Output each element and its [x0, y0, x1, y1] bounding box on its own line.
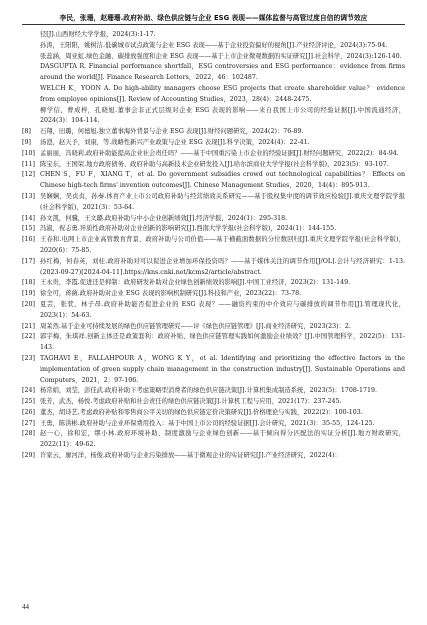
reference-text: 王春和.电网上市企业高管教育背景、政府补助与公司价值——基于横截面数据的分位数回归[J].重庆文理学院学报(社会科学版)，2020(6)：75-85. — [40, 236, 405, 254]
reference-item — [22, 235, 405, 257]
reference-number: [24] — [22, 387, 35, 395]
reference-item — [22, 354, 405, 386]
reference-number — [22, 84, 40, 106]
reference-text: 张蕊涵，周亚虹.绿色金融、碳排放强度和企业 ESG 表现——基于上市企业微观数据的实证研究[J].社会科学，2024(3):126-140. — [40, 52, 402, 60]
reference-item — [22, 106, 405, 128]
reference-item — [22, 278, 405, 289]
reference-item — [22, 170, 405, 192]
reference-text: 赵一心，徐和宏，缪小林.政府环境补助、制度激励与企业绿色创新——基于倾向得分匹配法的实证分析[J].地方财政研究，2022(11)：49-62. — [40, 430, 405, 449]
reference-text: 吴娴娴，吴贞贞，孙秦.体育产业上市公司政府补助与经营绩效关系研究——基于股权集中度的调节效应检验[J].重庆文理学院学报(社会科学版)，2021(3)：53-64. — [40, 192, 405, 211]
reference-item — [22, 41, 405, 52]
reference-number: [18] — [22, 279, 35, 287]
reference-text: 董杰，胡诗艺.考虑政府补贴和零售商公平关切的绿色供应链定价决策研究[J].价格理论与实践，2022(2)：100-103. — [40, 408, 363, 416]
reference-number — [22, 41, 40, 52]
reference-number — [22, 52, 40, 63]
reference-text: 王永贵，李霞.促进还是抑制：政府研发补助对企业绿色创新绩效的影响[J].中国工业经济，2023(2)：131-149. — [40, 279, 351, 287]
page-number: 44 — [22, 603, 29, 611]
reference-item — [22, 62, 405, 84]
reference-number: [8] — [22, 128, 31, 136]
reference-text: 孟丽丽，冯晓莉.政府补助能提高企业社会责任吗？——基于中国重污染上市企业的经验证据[J].财经问题研究，2022(2)：84-94. — [40, 149, 399, 157]
reference-item — [22, 300, 405, 322]
reference-text: 冯淑，祝志勇.异质性政府补助对企业创新的影响研究[J].西南大学学报(社会科学版)，2024(1)：144-155. — [40, 225, 337, 233]
reference-number: [11] — [22, 160, 35, 168]
reference-number: [14] — [22, 214, 35, 222]
reference-number: [13] — [22, 192, 35, 200]
reference-item — [22, 386, 405, 397]
reference-list — [22, 30, 405, 462]
reference-item — [22, 397, 405, 408]
reference-item — [22, 160, 405, 171]
reference-item — [22, 429, 405, 451]
reference-item — [22, 127, 405, 138]
reference-number: [25] — [22, 398, 35, 406]
reference-number: [16] — [22, 236, 35, 244]
reference-text: 许家云，廖河洋，杨俊.政府补助与企业污染排放——基于微观企业的实证研究[J].产业经济研究，2022(4)： — [40, 452, 341, 460]
reference-number: [12] — [22, 171, 35, 179]
reference-item — [22, 138, 405, 149]
reference-text: 杨常娟，刘莹，彭佳武.政府补助下考虑策略型消费者的绿色供应链决策[J].计算机集成制造系统，2023(5)：1708-1719. — [40, 387, 378, 395]
reference-text: 孙涛，王阳阳，姚树洁.低碳城市试点政策与企业 ESG 表现——基于企业投资偏好的视角[J].产业经济评论，2024(3):75-94. — [40, 41, 388, 49]
header-rule — [22, 24, 405, 25]
reference-text: WELCH K，YOON A. Do high-ability managers choose ESG projects that create shareholder value？ evidence from employee opinions[J]. Review of Accounting Studies，2023，28(4)：2448-2475. — [40, 84, 405, 103]
reference-number: [9] — [22, 138, 31, 146]
reference-number: [19] — [22, 290, 35, 298]
reference-item — [22, 419, 405, 430]
reference-item — [22, 30, 405, 41]
reference-item — [22, 451, 405, 462]
running-header: 李民，张珊，赵珊珊.政府补助、绿色供应链与企业 ESG 表现——媒体监督与高管过度自信的调节效应 — [59, 14, 368, 22]
reference-item — [22, 149, 405, 160]
reference-text: 周茉然.基于企业可持续发展的绿色供应链管理研究——评《绿色供应链管理》[J].商业经济研究，2023(23)：2. — [40, 322, 351, 330]
reference-number — [22, 106, 40, 128]
reference-item — [22, 332, 405, 354]
reference-text: 孙文凯，何骥，王文璐.政府补助与中小企业创新绩效[J].经济学报，2024(1)：295-318. — [40, 214, 288, 222]
reference-text: CHEN S，FU F，XIANG T，et al. Do government subsidies crowd out technological capabilities？ Effects on Chinese high-tech firms' invention outcomes[J]. Chinese Management Studies，2020，14(4)：895-913. — [40, 171, 405, 190]
reference-text: TAGHAVI E，FALLAHPOUR A，WONG K Y，et al. Identifying and prioritizing the effective factors in the implementation of green supply chain management in the construction industry[J]. Sustainable Operations and Computers，2021，2：97-106. — [40, 354, 405, 384]
reference-text: 汤澄，赵天予，刘康，等.战略性新兴产业政策与企业 ESG 表现[J].科学决策，2024(4)：22-41. — [40, 138, 310, 146]
reference-text: 王勇，陈洪彬.政府补助与企业环保费用投入：基于中国上市公司的经验证据[J].会计研究，2021(3)：35-55，124-125. — [40, 419, 375, 427]
reference-item — [22, 257, 405, 279]
reference-text: 郭宇梅，朱琪祥.创新主体还是政策套利：政府补贴、绿色供应链管理实践如何激励企业绩效？[J].中国管理科学，2022(5)：131-143. — [40, 333, 405, 352]
reference-text: 径[J].山西财经大学学报，2024(3):1-17. — [40, 31, 156, 38]
reference-text: 夏芸，张茕，林子昂.政府补助能否促进企业的 ESG 表现？——融资约束的中介效应与碳排放的调节作用[J].管理现代化，2023(1)：54-63. — [40, 300, 405, 319]
reference-number: [22] — [22, 333, 35, 341]
reference-item — [22, 84, 405, 106]
reference-item — [22, 214, 405, 225]
reference-number: [20] — [22, 300, 35, 308]
reference-number: [28] — [22, 430, 35, 438]
reference-number: [15] — [22, 225, 35, 233]
reference-text: 柳学信，曹成梓，孔晓旭.董事会非正式层级对企业 ESG 表现的影响——来自我国上市公司的经验证据[J].中国流通经济，2024(3)：104-114. — [40, 106, 405, 125]
reference-item — [22, 224, 405, 235]
reference-number: [10] — [22, 149, 35, 157]
reference-text: DASGUPTA R. Financial performance shortfall，ESG controversies and ESG performance：evidence from firms around the world[J]. Finance Research Letters，2022，46：102487. — [40, 63, 405, 82]
reference-item — [22, 322, 405, 333]
reference-number — [22, 30, 40, 41]
reference-item — [22, 52, 405, 63]
reference-text: 孙红梅，何春英，刘桂.政府补助对可以促进企业增加环保投资吗？——基于媒体关注的调节作用[J/OL].会计与经济研究：1-13.(2023-09-27)[2024-04-11].https://kns.cnki.net/kcms2/article/abstract. — [40, 257, 405, 276]
reference-item — [22, 289, 405, 300]
reference-number: [27] — [22, 419, 35, 427]
reference-number: [17] — [22, 257, 35, 265]
reference-number: [29] — [22, 452, 35, 460]
reference-number: [26] — [22, 408, 35, 416]
reference-number — [22, 62, 40, 84]
reference-text: 陈宝东，王国荣.地方政府债务、政府补助与高新技术企业研发投入[J].哈尔滨商业大学学报(社会科学版)，2023(5)：93-107. — [40, 160, 389, 168]
reference-item — [22, 408, 405, 419]
reference-number: [23] — [22, 354, 35, 362]
reference-text: 徐全可，蒋薇.政府补助对企业 ESG 表现的影响机制研究[J].科技和产业，2023(22)：73-78. — [40, 290, 302, 298]
reference-item — [22, 192, 405, 214]
reference-number: [21] — [22, 322, 35, 330]
reference-text: 石翔，田璐，何德旭.独立董事海外背景与企业 ESG 表现[J].财经问题研究，2024(2)：76-89. — [40, 128, 304, 136]
reference-text: 张芳，武杰，杨悦.考虑政府补贴和社会责任的绿色供应链决策[J].计算机工程与应用，2021(17)：237-245. — [40, 398, 342, 406]
